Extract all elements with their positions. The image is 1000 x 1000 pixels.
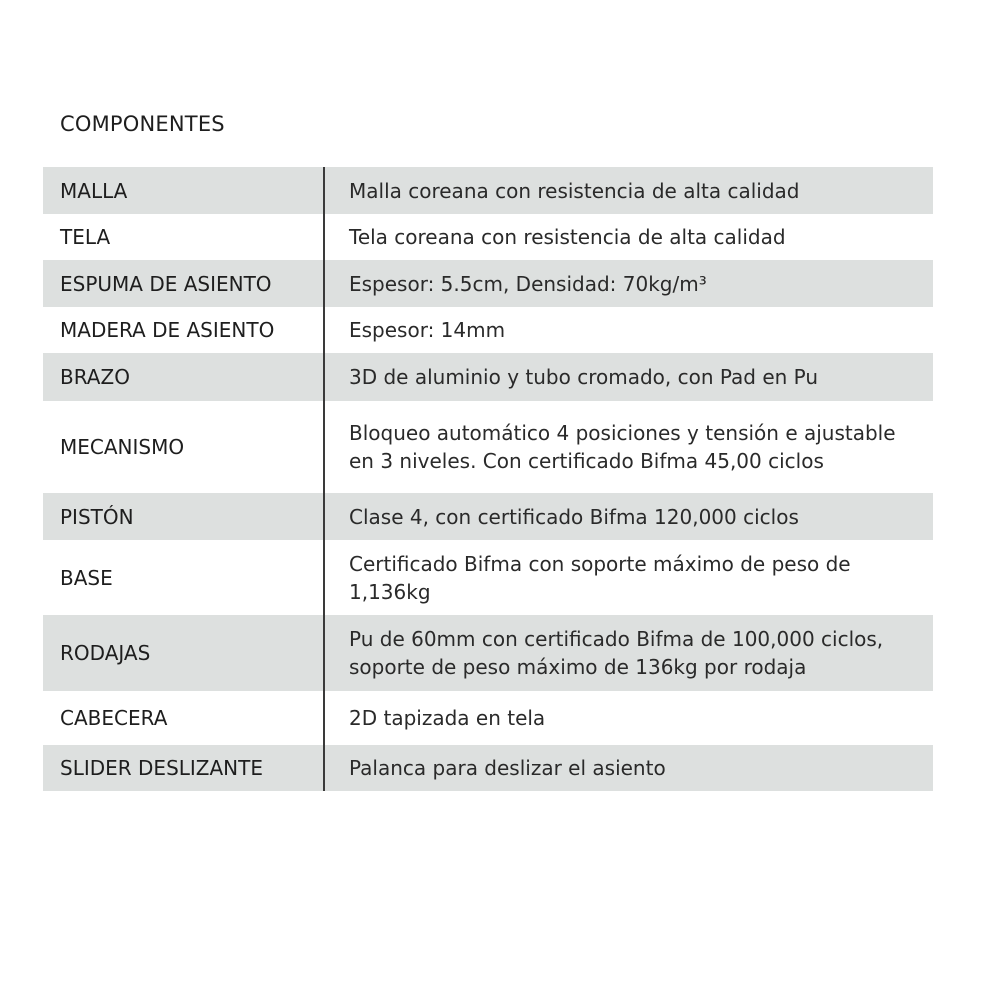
table-row [43, 214, 933, 260]
table-row [43, 615, 933, 691]
row-label: MADERA DE ASIENTO [60, 318, 275, 342]
table-row [43, 260, 933, 307]
row-label: RODAJAS [60, 641, 151, 665]
table-row [43, 353, 933, 401]
row-value: Pu de 60mm con certificado Bifma de 100,000 ciclos, soporte de peso máximo de 136kg por rodaja [349, 627, 884, 679]
column-divider [323, 167, 325, 791]
row-value: 3D de aluminio y tubo cromado, con Pad en Pu [349, 365, 819, 389]
row-label: BRAZO [60, 365, 130, 389]
row-label: BASE [60, 565, 113, 590]
table-row [43, 401, 933, 493]
row-value: Tela coreana con resistencia de alta calidad [349, 225, 786, 249]
row-label: MECANISMO [60, 435, 185, 459]
row-label: ESPUMA DE ASIENTO [60, 271, 272, 296]
row-label: SLIDER DESLIZANTE [60, 756, 263, 780]
components-table [43, 167, 933, 791]
table-row [43, 745, 933, 791]
row-value: Malla coreana con resistencia de alta calidad [349, 178, 800, 203]
row-label: TELA [60, 225, 111, 249]
table-row [43, 540, 933, 615]
row-value: Certificado Bifma con soporte máximo de peso de 1,136kg [349, 551, 851, 604]
row-value: 2D tapizada en tela [349, 706, 546, 730]
row-value: Espesor: 5.5cm, Densidad: 70kg/m³ [349, 271, 707, 296]
table-row [43, 307, 933, 353]
row-label: MALLA [60, 178, 128, 203]
table-row [43, 691, 933, 745]
section-title: COMPONENTES [60, 112, 225, 136]
row-label: CABECERA [60, 706, 168, 730]
table-row [43, 167, 933, 214]
row-value: Espesor: 14mm [349, 318, 506, 342]
table-row [43, 493, 933, 540]
row-value: Bloqueo automático 4 posiciones y tensión e ajustable en 3 niveles. Con certificado Bifma 45,00 ciclos [349, 421, 896, 473]
row-label: PISTÓN [60, 504, 134, 529]
row-value: Palanca para deslizar el asiento [349, 756, 666, 780]
row-value: Clase 4, con certificado Bifma 120,000 ciclos [349, 504, 799, 529]
